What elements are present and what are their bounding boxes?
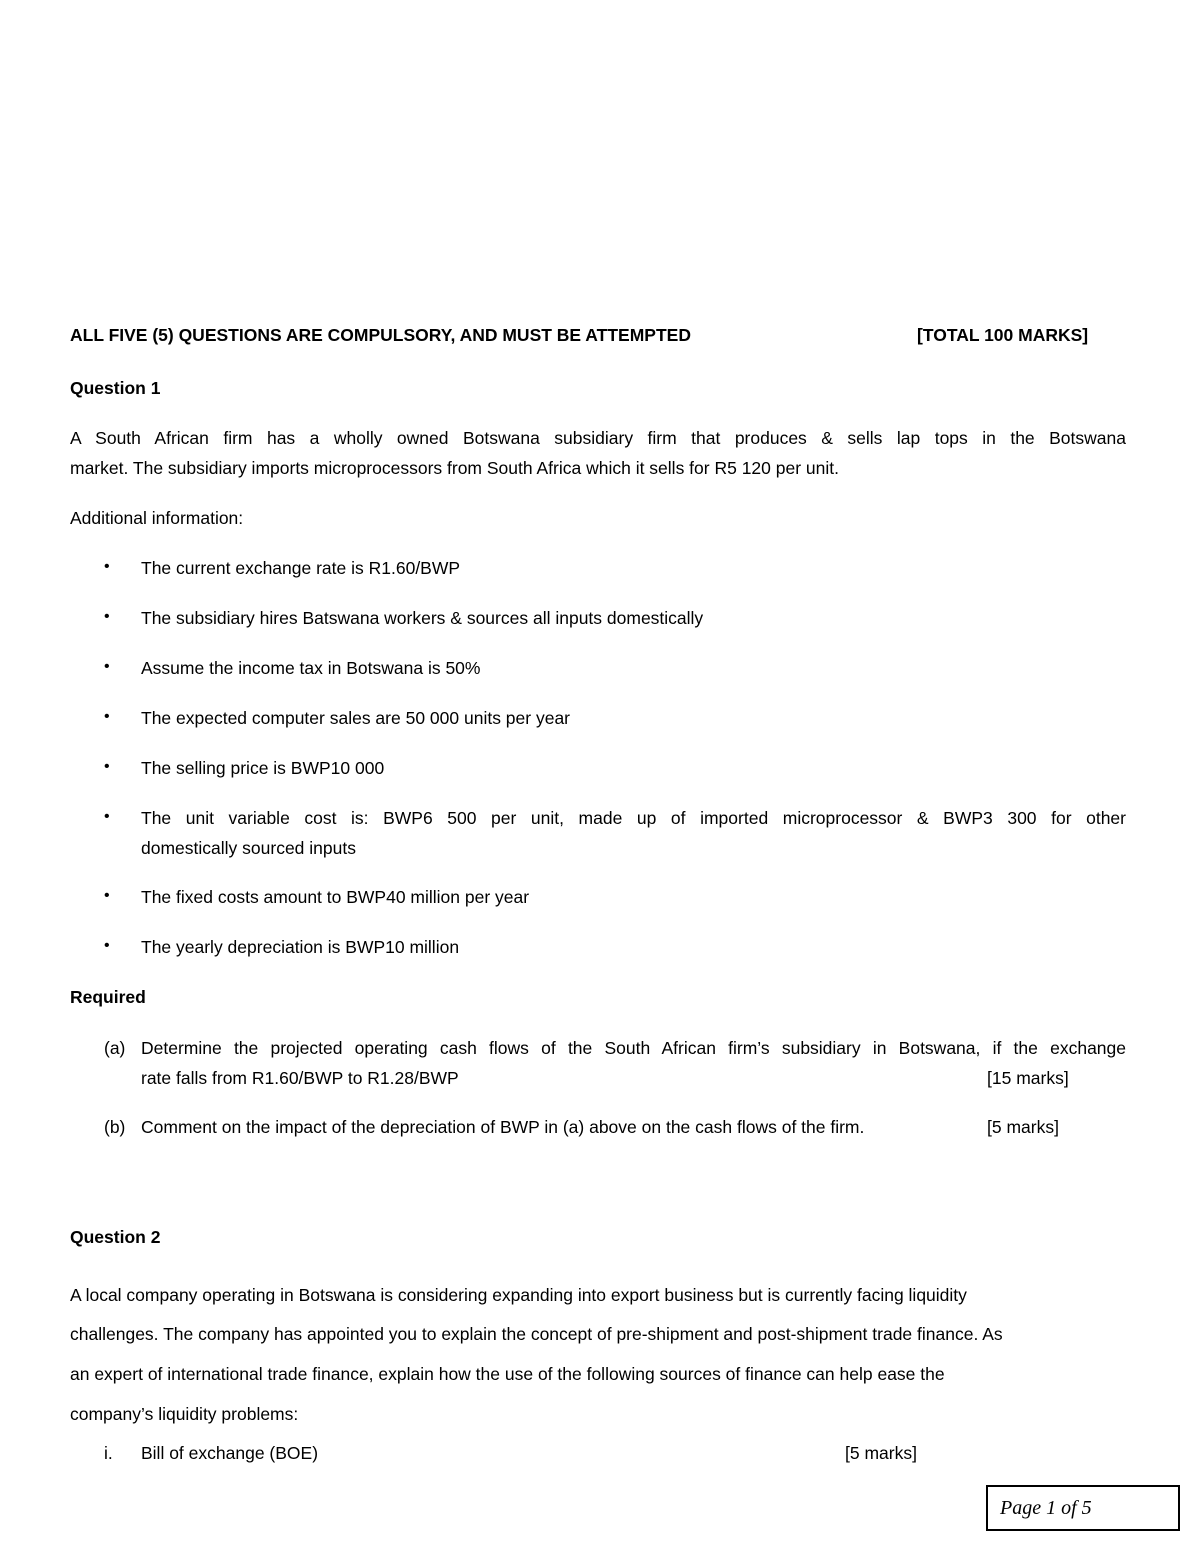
part-a-text-line-2: rate falls from R1.60/BWP to R1.28/BWP bbox=[141, 1068, 459, 1088]
part-b-marks: [5 marks] bbox=[987, 1117, 1059, 1137]
required-heading: Required bbox=[70, 987, 146, 1007]
part-a-text-line-1: Determine the projected operating cash flows of the South African firm’s subsidiary in Botswana, if the exchange bbox=[141, 1038, 1126, 1058]
bullet-item: The subsidiary hires Batswana workers & sources all inputs domestically bbox=[141, 608, 704, 628]
bullet-item: The unit variable cost is: BWP6 500 per unit, made up of imported microprocessor & BWP3 300 for other bbox=[141, 808, 1126, 828]
bullet-icon: • bbox=[104, 608, 110, 625]
bullet-icon: • bbox=[104, 808, 110, 825]
bullet-item: The current exchange rate is R1.60/BWP bbox=[141, 558, 461, 578]
q2-item-text: Bill of exchange (BOE) bbox=[141, 1443, 319, 1463]
bullet-icon: • bbox=[104, 708, 110, 725]
part-a-label: (a) bbox=[104, 1038, 126, 1058]
q2-paragraph-line: company’s liquidity problems: bbox=[70, 1404, 299, 1424]
total-marks: [TOTAL 100 MARKS] bbox=[917, 325, 1089, 345]
q2-item-label: i. bbox=[104, 1443, 113, 1463]
q1-intro-line-1: A South African firm has a wholly owned Botswana subsidiary firm that produces & sells lap tops in the Botswana bbox=[70, 428, 1126, 448]
q2-item-marks: [5 marks] bbox=[845, 1443, 917, 1463]
bullet-icon: • bbox=[104, 658, 110, 675]
bullet-item: The yearly depreciation is BWP10 million bbox=[141, 937, 460, 957]
q1-intro-line-2: market. The subsidiary imports microprocessors from South Africa which it sells for R5 120 per unit. bbox=[70, 458, 839, 478]
bullet-item: The expected computer sales are 50 000 units per year bbox=[141, 708, 570, 728]
q2-paragraph-line: an expert of international trade finance, explain how the use of the following sources of finance can help ease the bbox=[70, 1364, 945, 1384]
bullet-item: The fixed costs amount to BWP40 million per year bbox=[141, 887, 530, 907]
exam-instruction: ALL FIVE (5) QUESTIONS ARE COMPULSORY, AND MUST BE ATTEMPTED bbox=[70, 325, 691, 345]
bullet-icon: • bbox=[104, 558, 110, 575]
page-number-box bbox=[986, 1485, 1180, 1531]
bullet-icon: • bbox=[104, 887, 110, 904]
page-number-label: Page 1 of 5 bbox=[1000, 1497, 1092, 1519]
q2-paragraph-line: challenges. The company has appointed you to explain the concept of pre-shipment and post-shipment trade finance. As bbox=[70, 1324, 1003, 1344]
part-a-marks: [15 marks] bbox=[987, 1068, 1069, 1088]
bullet-icon: • bbox=[104, 937, 110, 954]
bullet-item: The selling price is BWP10 000 bbox=[141, 758, 385, 778]
part-b-text: Comment on the impact of the depreciation of BWP in (a) above on the cash flows of the firm. bbox=[141, 1117, 865, 1137]
question-1-title: Question 1 bbox=[70, 378, 161, 398]
bullet-icon: • bbox=[104, 758, 110, 775]
part-b-label: (b) bbox=[104, 1117, 126, 1137]
bullet-item: Assume the income tax in Botswana is 50% bbox=[141, 658, 481, 678]
bullet-item-continuation: domestically sourced inputs bbox=[141, 838, 356, 858]
q2-paragraph-line: A local company operating in Botswana is considering expanding into export business but is currently facing liquidity bbox=[70, 1285, 967, 1305]
additional-information-label: Additional information: bbox=[70, 508, 244, 528]
question-2-title: Question 2 bbox=[70, 1227, 161, 1247]
